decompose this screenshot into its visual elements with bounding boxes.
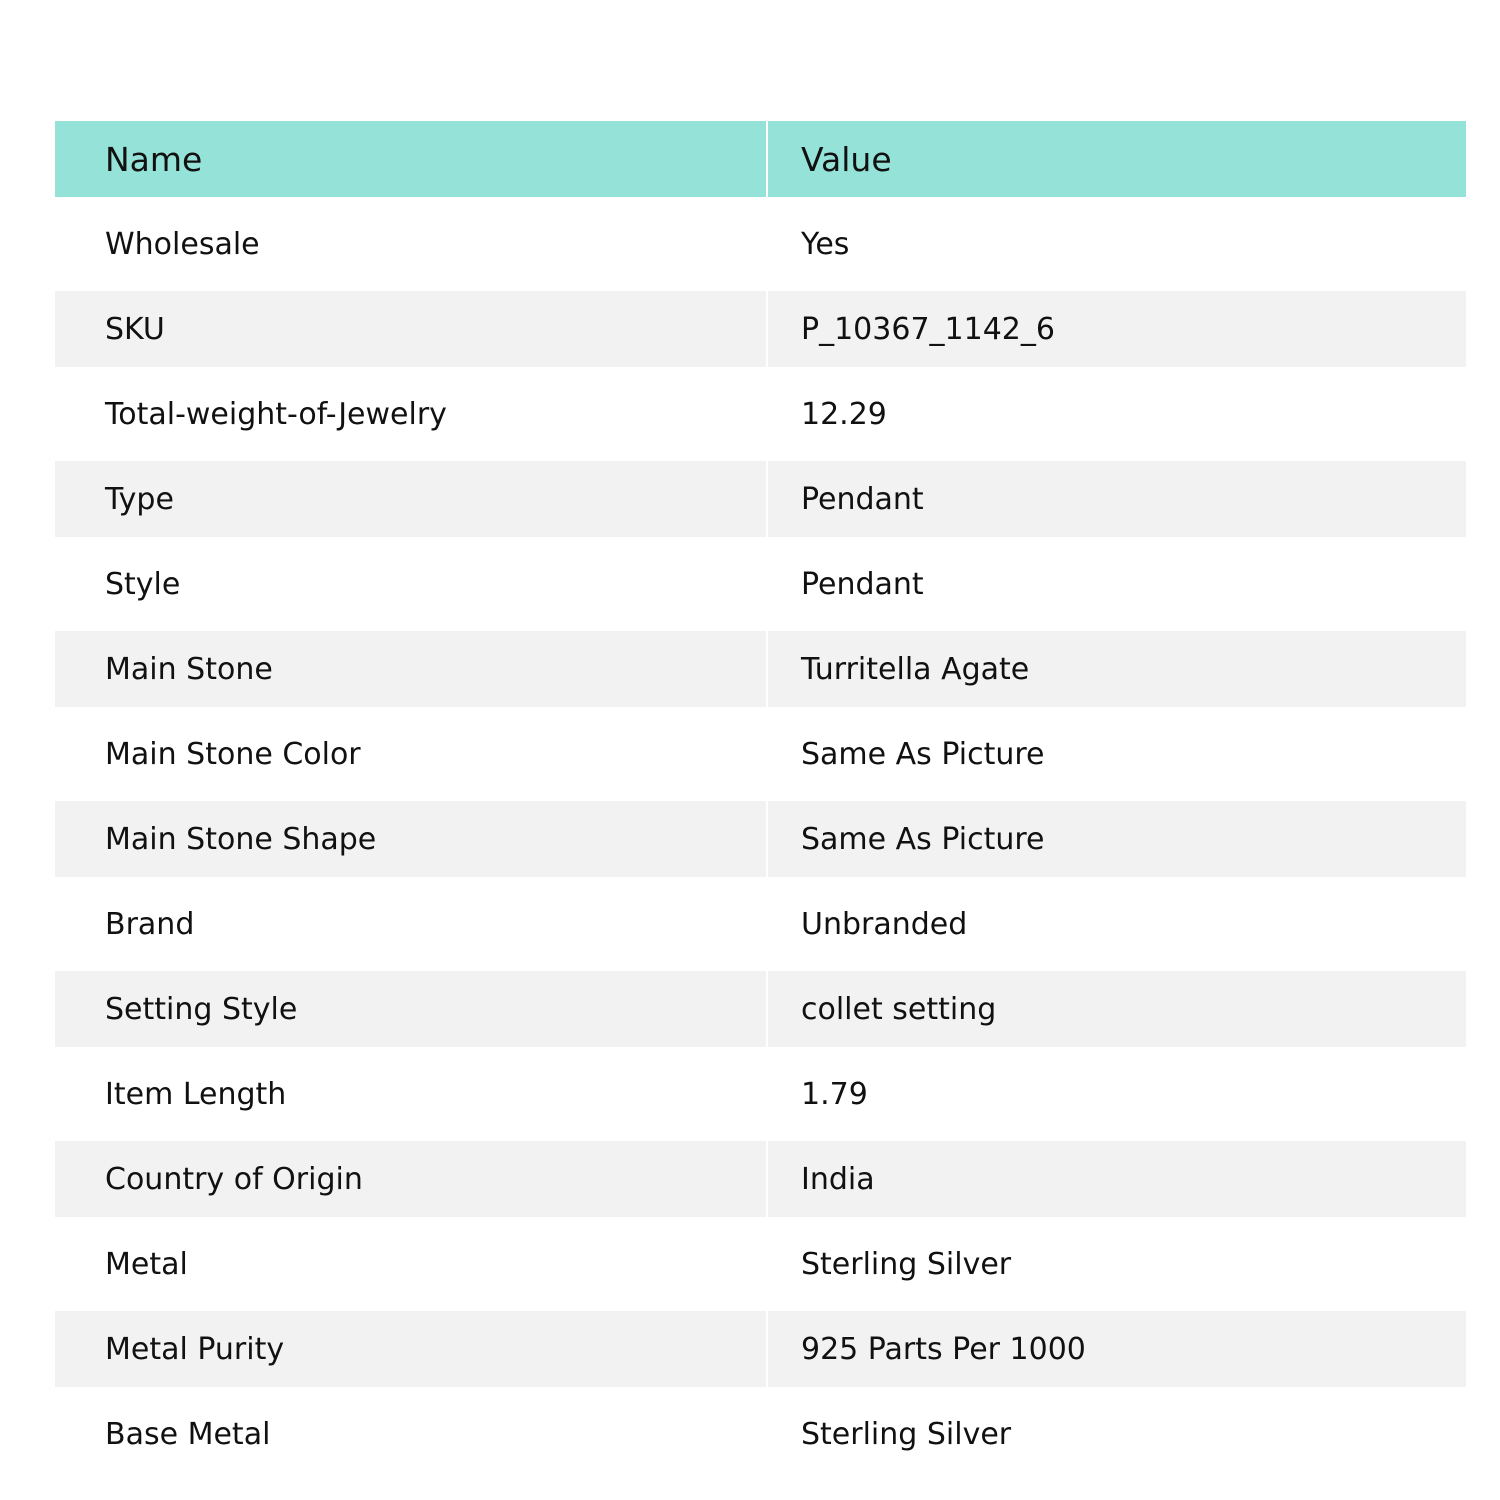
row-value-cell: Sterling Silver <box>801 1246 1012 1282</box>
table-row <box>55 1396 1466 1472</box>
row-value-cell: collet setting <box>768 971 1466 1047</box>
table-row <box>55 1226 1466 1302</box>
table-row <box>55 1056 1466 1132</box>
row-name-cell: SKU <box>55 291 766 367</box>
table-row <box>55 206 1466 282</box>
table-row <box>55 886 1466 962</box>
table-row <box>55 461 1466 537</box>
table-header-row <box>55 121 1466 197</box>
row-name-cell: Total-weight-of-Jewelry <box>105 396 447 432</box>
row-name-cell: Type <box>55 461 766 537</box>
specifications-table <box>55 121 1466 1472</box>
row-name-cell: Country of Origin <box>55 1141 766 1217</box>
row-name-cell: Setting Style <box>55 971 766 1047</box>
row-name-cell: Main Stone <box>55 631 766 707</box>
row-value-cell: Sterling Silver <box>801 1416 1012 1452</box>
row-name-cell: Base Metal <box>105 1416 271 1452</box>
row-value-cell: Unbranded <box>801 906 968 942</box>
row-value-cell: India <box>768 1141 1466 1217</box>
row-value-cell: Turritella Agate <box>768 631 1466 707</box>
row-name-cell: Wholesale <box>105 226 260 262</box>
row-value-cell: 1.79 <box>801 1076 868 1112</box>
row-value-cell: Same As Picture <box>768 801 1466 877</box>
table-row <box>55 1141 1466 1217</box>
row-name-cell: Metal Purity <box>55 1311 766 1387</box>
row-name-cell: Style <box>105 566 181 602</box>
header-name-cell: Name <box>55 121 766 197</box>
header-value-cell: Value <box>768 121 1466 197</box>
row-value-cell: Pendant <box>801 566 924 602</box>
row-value-cell: Same As Picture <box>801 736 1045 772</box>
table-row <box>55 801 1466 877</box>
table-row <box>55 716 1466 792</box>
table-row <box>55 1311 1466 1387</box>
row-value-cell: 12.29 <box>801 396 887 432</box>
row-name-cell: Main Stone Color <box>105 736 361 772</box>
row-value-cell: Yes <box>801 226 850 262</box>
row-name-cell: Main Stone Shape <box>55 801 766 877</box>
table-row <box>55 631 1466 707</box>
table-row <box>55 971 1466 1047</box>
row-name-cell: Metal <box>105 1246 188 1282</box>
row-name-cell: Brand <box>105 906 195 942</box>
row-value-cell: P_10367_1142_6 <box>768 291 1466 367</box>
table-row <box>55 546 1466 622</box>
table-row <box>55 291 1466 367</box>
row-value-cell: 925 Parts Per 1000 <box>768 1311 1466 1387</box>
row-name-cell: Item Length <box>105 1076 287 1112</box>
table-row <box>55 376 1466 452</box>
row-value-cell: Pendant <box>768 461 1466 537</box>
